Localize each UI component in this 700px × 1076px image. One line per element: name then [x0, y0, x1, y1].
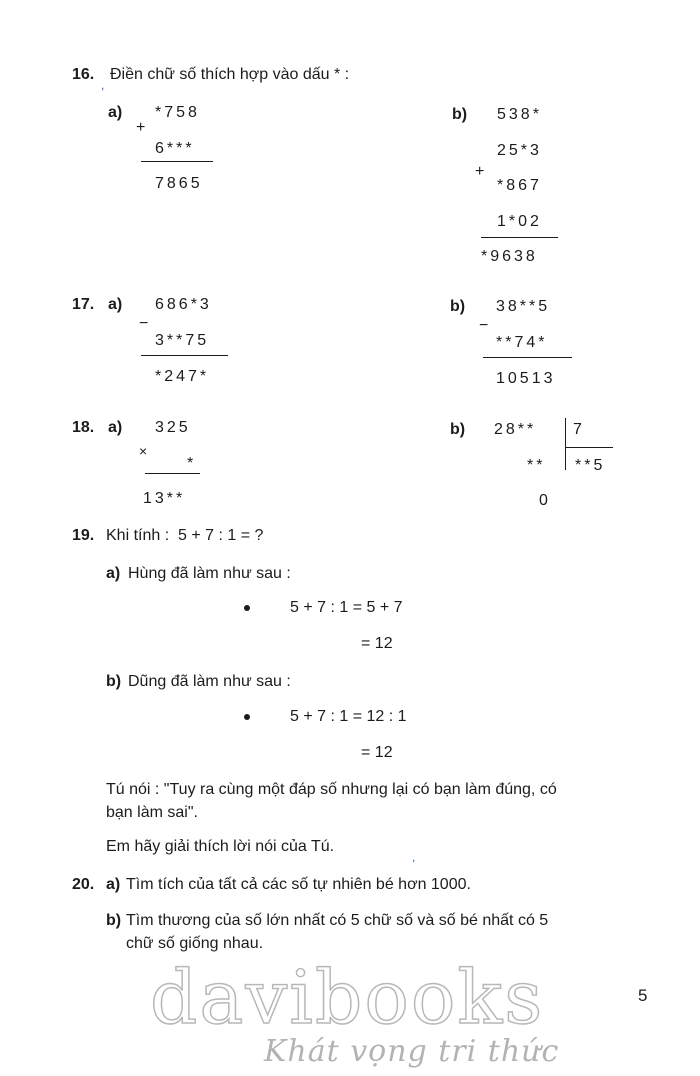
p19b-text: Dũng đã làm như sau : — [128, 673, 291, 690]
p16b-label: b) — [452, 106, 468, 123]
p20a-label: a) — [106, 876, 121, 893]
minus-sign: − — [139, 315, 149, 332]
problem-20-number: 20. — [72, 876, 95, 893]
p17a-result: *247* — [155, 368, 210, 385]
p16a-row2: 6*** — [155, 140, 195, 157]
p19a-label: a) — [106, 565, 121, 582]
p16b-row2: 25*3 — [497, 142, 542, 159]
sum-line — [481, 237, 558, 238]
p16a-label: a) — [108, 104, 123, 121]
sum-line — [141, 161, 213, 162]
p19-tu-line2: bạn làm sai". — [106, 804, 198, 821]
p18b-quotient: **5 — [575, 457, 606, 474]
p19b-line2: = 12 — [361, 744, 393, 761]
plus-sign: + — [475, 163, 485, 180]
p19-tu-line1: Tú nói : "Tuy ra cùng một đáp số nhưng lại có bạn làm đúng, có — [106, 781, 557, 798]
p18b-divisor: 7 — [573, 421, 585, 438]
problem-19-question: Khi tính : 5 + 7 : 1 = ? — [106, 527, 264, 544]
p17b-label: b) — [450, 298, 466, 315]
p18b-partial: ** — [527, 457, 546, 474]
problem-19-number: 19. — [72, 527, 95, 544]
p17b-row2: **74* — [496, 334, 548, 351]
problem-17-number: 17. — [72, 296, 95, 313]
p16b-row4: 1*02 — [497, 213, 542, 230]
p20b-label: b) — [106, 912, 122, 929]
problem-18-number: 18. — [72, 419, 95, 436]
p18a-result: 13** — [143, 490, 186, 507]
p16b-row3: *867 — [497, 177, 542, 194]
p18a-label: a) — [108, 419, 123, 436]
p19a-line2: = 12 — [361, 635, 393, 652]
bullet-icon — [244, 714, 250, 720]
p18b-dividend: 28** — [494, 421, 537, 438]
p17a-row2: 3**75 — [155, 332, 210, 349]
p18a-row1: 325 — [155, 419, 191, 436]
product-line — [145, 473, 200, 474]
difference-line — [483, 357, 572, 358]
p20b-line2: chữ số giống nhau. — [126, 935, 264, 952]
p17a-row1: 686*3 — [155, 296, 212, 313]
p20b-line1: Tìm thương của số lớn nhất có 5 chữ số và số bé nhất có 5 — [126, 912, 549, 929]
p18b-remainder: 0 — [539, 492, 551, 509]
watermark-slogan: Khát vọng tri thức — [264, 1034, 560, 1069]
p17b-row1: 38**5 — [496, 298, 551, 315]
difference-line — [141, 355, 228, 356]
watermark-brand: davibooks — [150, 955, 545, 1041]
p19b-line1: 5 + 7 : 1 = 12 : 1 — [290, 708, 407, 725]
bullet-icon — [244, 605, 250, 611]
times-sign: × — [139, 443, 148, 459]
pen-mark: , — [101, 78, 105, 92]
p19a-line1: 5 + 7 : 1 = 5 + 7 — [290, 599, 403, 616]
plus-sign: + — [136, 119, 146, 136]
problem-16-number: 16. — [72, 66, 95, 83]
page-number: 5 — [638, 986, 648, 1005]
p19b-label: b) — [106, 673, 122, 690]
p18a-row2: * — [187, 455, 197, 472]
p20a-text: Tìm tích của tất cả các số tự nhiên bé hơn 1000. — [126, 876, 471, 893]
minus-sign: − — [479, 317, 489, 334]
p16b-result: *9638 — [481, 248, 538, 265]
pen-mark: , — [412, 850, 416, 864]
division-bar — [565, 418, 566, 470]
problem-16-instruction: Điền chữ số thích hợp vào dấu * : — [110, 66, 350, 83]
p19a-text: Hùng đã làm như sau : — [128, 565, 291, 582]
p16a-result: 7865 — [155, 175, 203, 192]
p16a-row1: *758 — [155, 104, 200, 121]
division-line — [566, 447, 613, 448]
p18b-label: b) — [450, 421, 466, 438]
p17b-result: 10513 — [496, 370, 556, 387]
p16b-row1: 538* — [497, 106, 542, 123]
p19-explain: Em hãy giải thích lời nói của Tú. — [106, 838, 335, 855]
p17a-label: a) — [108, 296, 123, 313]
